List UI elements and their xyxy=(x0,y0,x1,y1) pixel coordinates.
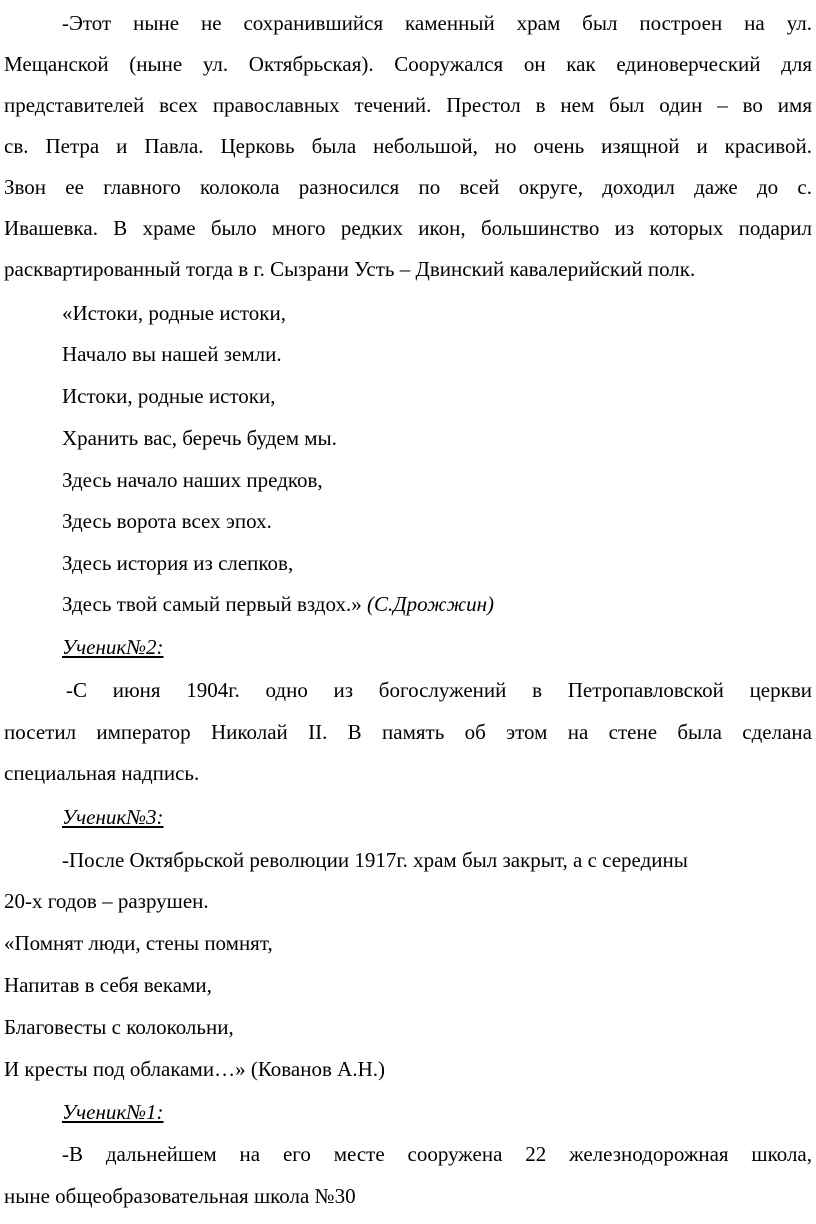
paragraph-2-line-3: специальная надпись. xyxy=(4,761,200,785)
poem-1-line-4: Хранить вас, беречь будем мы. xyxy=(62,426,337,450)
paragraph-1-line-3: представителей всех православных течений. Престол в нем был один – во имя xyxy=(4,93,812,117)
paragraph-4-line-2: ныне общеобразовательная школа №30 xyxy=(4,1184,356,1208)
paragraph-2-line-2: посетил император Николай II. В память об этом на стене была сделана xyxy=(4,720,812,744)
poem-1-line-8 xyxy=(62,584,816,624)
speaker-label-student-3: Ученик№3: xyxy=(62,805,164,829)
poem-1-line-1: «Истоки, родные истоки, xyxy=(62,301,286,325)
poem-1-last-verse: Здесь твой самый первый вздох.» xyxy=(62,592,362,616)
poem-1-author: (С.Дрожжин) xyxy=(366,592,495,616)
paragraph-3-line-2: 20-х годов – разрушен. xyxy=(4,889,209,913)
poem-1-line-3: Истоки, родные истоки, xyxy=(62,384,276,408)
paragraph-1-line-2: Мещанской (ныне ул. Октябрьская). Сооружался он как единоверческий для xyxy=(4,52,812,76)
paragraph-2-line-1: -С июня 1904г. одно из богослужений в Петропавловской церкви xyxy=(66,678,812,702)
poem-2-line-3: Благовесты с колокольни, xyxy=(4,1015,234,1039)
paragraph-1-line-1: -Этот ныне не сохранившийся каменный храм был построен на ул. xyxy=(62,11,812,35)
poem-1-line-5: Здесь начало наших предков, xyxy=(62,468,323,492)
poem-2-line-2: Напитав в себя веками, xyxy=(4,973,212,997)
poem-1-line-6: Здесь ворота всех эпох. xyxy=(62,509,272,533)
poem-1-line-7: Здесь история из слепков, xyxy=(62,551,294,575)
paragraph-3-line-1: -После Октябрьской революции 1917г. храм был закрыт, а с середины xyxy=(62,848,688,872)
poem-2-line-1: «Помнят люди, стены помнят, xyxy=(4,931,273,955)
poem-1-line-2: Начало вы нашей земли. xyxy=(62,342,282,366)
paragraph-1-line-7: расквартированный тогда в г. Сызрани Усть – Двинский кавалерийский полк. xyxy=(4,257,696,281)
paragraph-1-line-6: Ивашевка. В храме было много редких икон, большинство из которых подарил xyxy=(4,216,812,240)
paragraph-1-line-4: св. Петра и Павла. Церковь была небольшой, но очень изящной и красивой. xyxy=(4,134,812,158)
paragraph-1-line-5: Звон ее главного колокола разносился по всей округе, доходил даже до с. xyxy=(4,175,812,199)
paragraph-4-line-1: -В дальнейшем на его месте сооружена 22 железнодорожная школа, xyxy=(62,1142,812,1166)
speaker-label-student-1: Ученик№1: xyxy=(62,1100,164,1124)
speaker-label-student-2: Ученик№2: xyxy=(62,635,164,659)
poem-2-line-4: И кресты под облаками…» (Кованов А.Н.) xyxy=(4,1057,385,1081)
